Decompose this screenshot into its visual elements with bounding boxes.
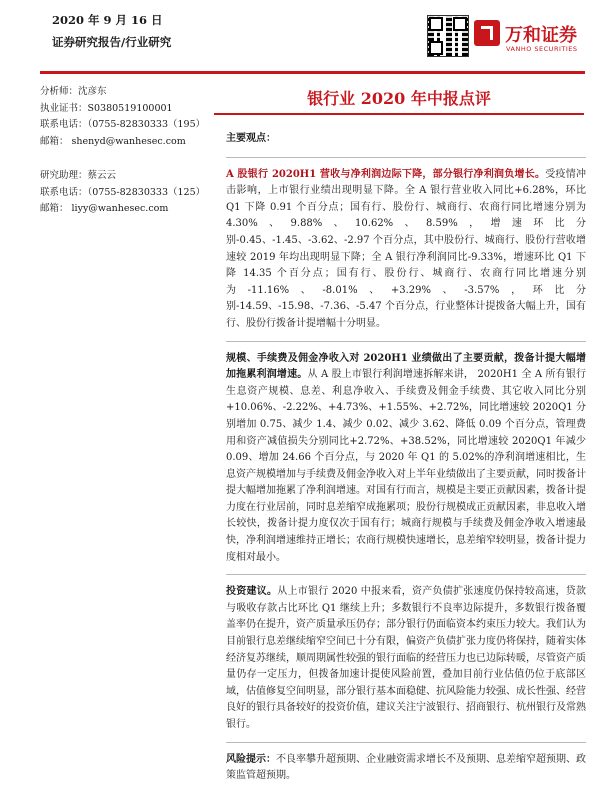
section-divider — [226, 157, 586, 158]
main-content — [226, 131, 586, 785]
logo-english: VANHO SECURITIES — [506, 45, 578, 53]
header-divider — [40, 71, 585, 74]
qr-code-icon — [427, 15, 469, 57]
paragraph-investment-advice — [226, 584, 586, 733]
paragraph-contribution — [226, 351, 586, 567]
paragraph-lead: 投资建议。 — [226, 586, 278, 598]
paragraph-risk — [226, 752, 586, 785]
paragraph-lead: 规模、手续费及佣金净收入对 2020H1 业绩做出了主要贡献，拨备计提大幅增加拖累利润增速。 — [226, 352, 586, 381]
paragraph-lead: 风险提示： — [226, 753, 276, 765]
paragraph-body: 从 A 股上市银行利润增速拆解来讲， 2020H1 全 A 所有银行生息资产规模、息差、利息净收入、手续费及佣金手续费、其它收入同比分别+10.06%、-2.22%、+4.73%、+1.55%、+2.72%，同比增速较 2020Q1 分别增加 0.75、减少 1.4、减少 0.02、减少 3.62、降低 0.09 个百分点，管理费用和资产减值损失分别同比+2.72%、+38.52%，同比增速较 2020Q1 年减少 0.09、增加 24.66 个百分点，与 2020 年 Q1 的 5.02%的净利润增速相比，生息资产规模增加与手续费及佣金净收入对上半年业绩做出了主要贡献，同时拨备计提大幅增加拖累了净利润增速。对国有行而言，规模是主要正贡献因素，拨备计提力度在行业居前，同时息差缩窄成拖累项；股份行规模成正贡献因素，非息收入增长较快，拨备计提力度仅次于国有行；城商行规模与手续费及佣金净收入增速最快，净利润增速维持正增长；农商行规模快速增长，息差缩窄较明显，拨备计提力度相对最小。 — [226, 369, 586, 563]
analyst-name: 分析师：沈彦东 — [40, 86, 107, 97]
paragraph-divider — [226, 341, 586, 342]
paragraph-body: 从上市银行 2020 中报来看，资产负债扩张速度仍保持较高速，贷款与吸收存款占比环比 Q1 继续上升；多数银行不良率边际提升，多数银行拨备覆盖率仍在提升，资产质量承压仍存；部分银行仍面临资本约束压力较大。我们认为目前银行息差继续缩窄空间已十分有限，偏资产负债扩张力度仍将保持，随着实体经济复苏继续，顺周期属性较强的银行面临的经营压力也已边际转暖，尽管资产质量仍存一定压力，但拨备加速计提使风险前置，叠加目前行业估值仍位于底部区域，估值修复空间明显，部分银行基本面稳健、抗风险能力较强、成长性强、经营良好的银行具备较好的投资价值，建议关注宁波银行、招商银行、杭州银行及常熟银行。 — [226, 586, 587, 730]
analyst-phone: 联系电话：（0755-82830333（195） — [40, 119, 206, 130]
company-logo — [474, 18, 584, 58]
analyst-license: 执业证书：S0380519100001 — [40, 102, 173, 114]
paragraph-divider — [226, 574, 586, 575]
assistant-name: 研究助理：蔡云云 — [40, 170, 117, 181]
report-type: 证券研究报告/行业研究 — [52, 35, 172, 49]
logo-mark-icon — [474, 20, 500, 46]
contact-sidebar — [40, 84, 205, 218]
paragraph-body: 受疫情冲击影响，上市银行业绩出现明显下降。全 A 银行营业收入同比+6.28%，环比 Q1 下降 0.91 个百分点；国有行、股份行、城商行、农商行同比增速分别为 4.30%、9.88%、10.62%、8.59%，增速环比分别-0.45、-1.45、-3.62、-2.97 个百分点，其中股份行、城商行、股份行营收增速较 2019 年均出现明显下降；全 A 银行净利润同比-9.33%，增速环比 Q1 下降 14.35 个百分点；国有行、股份行、城商行、农商行同比增速分别为-11.16%、-8.01%、+3.29%、-3.57%，环比分别-14.59、-15.98、-7.36、-5.47 个百分点，行业整体计提拨备大幅上升，国有行、股份行拨备计提增幅十分明显。 — [226, 168, 586, 329]
analyst-email[interactable]: 邮箱： shenyd@wanhesec.com — [40, 135, 186, 147]
report-title: 银行业 2020 年中报点评 — [307, 89, 491, 108]
report-date: 2020 年 9 月 16 日 — [52, 13, 163, 27]
paragraph-performance — [226, 167, 586, 333]
title-divider — [214, 113, 584, 115]
logo-name: 万和证券 — [505, 25, 577, 46]
assistant-email[interactable]: 邮箱： liyy@wanhesec.com — [40, 203, 169, 214]
paragraph-body: 不良率攀升超预期、企业融资需求增长不及预期、息差缩窄超预期、政策监管超预期。 — [226, 753, 586, 782]
paragraph-lead: A 股银行 2020H1 营收与净利润边际下降，部分银行净利润负增长。 — [226, 168, 546, 180]
section-heading: 主要观点： — [226, 133, 276, 144]
paragraph-divider — [226, 742, 586, 743]
assistant-phone: 联系电话：（0755-82830333（125） — [40, 186, 206, 198]
